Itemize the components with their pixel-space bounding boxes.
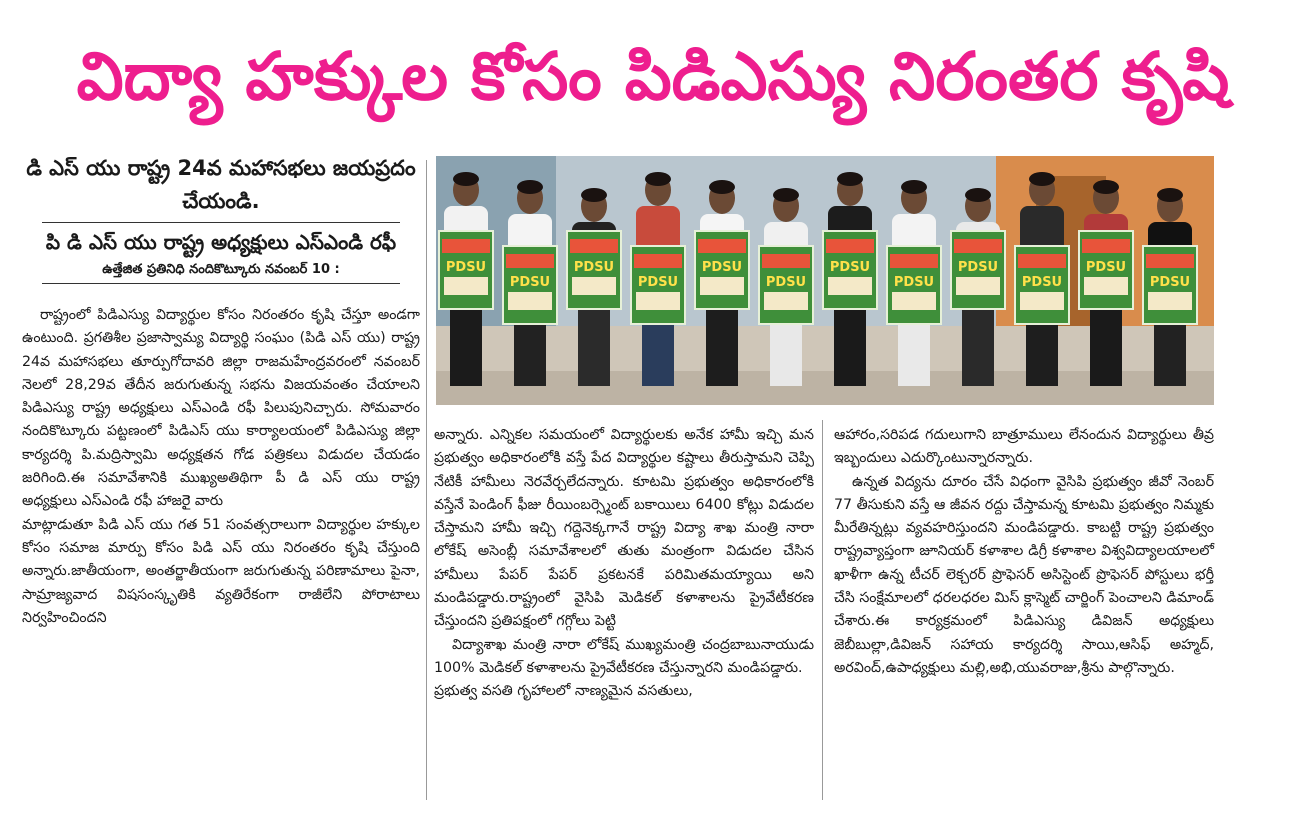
- paragraph: రాష్ట్రంలో పిడిఎస్యు విద్యార్థుల కోసం నిరంతరం కృషి చేస్తూ అండగా ఉంటుంది. ప్రగతిశీల ప్రజాస్వామ్య విద్యార్థి సంఘం (పిడి ఎస్ యు) రాష్ట్ర 24వ మహాసభలు తూర్పుగోదావరి జిల్లా రాజమహేంద్రవరంలో నవంబర్ నెలలో 28,29వ తేదీన జరుగుతున్న సభను విజయవంతం చేయాలని పిడిఎస్యు రాష్ట్ర అధ్యక్షులు ఎస్ఎండి రఫీ పిలుపునిచ్చారు. సోమవారం నందికొట్కూరు పట్టణంలో పిడిఎస్ యు కార్యాలయంలో పిడిఎస్యు జిల్లా కార్యదర్శి పి.మద్రిస్వామి అధ్యక్షతన గోడ పత్రికలు విడుదల చేయడం జరిగింది.ఈ సమావేశానికి ముఖ్యఅతిథిగా పీ డి ఎస్ యు రాష్ట్ర అధ్యక్షులు ఎస్ఎండి రఫీ హాజరైై వారు: [22, 307, 420, 510]
- pdsu-poster: [887, 246, 941, 324]
- pdsu-poster: [567, 231, 621, 309]
- poster-label: PDSU: [509, 275, 551, 290]
- pdsu-poster: [503, 246, 557, 324]
- news-photo: [436, 156, 1214, 405]
- divider-rule: [42, 283, 400, 284]
- divider-rule: [42, 222, 400, 223]
- poster-label: PDSU: [573, 260, 615, 275]
- pdsu-poster: [823, 231, 877, 309]
- paragraph: అన్నారు. ఎన్నికల సమయంలో విద్యార్థులకు అనేక హామీ ఇచ్చి మన ప్రభుత్వం అధికారంలోకి వస్తే పేద విద్యార్థుల కష్టాలు తీరుస్తామని చెప్పి నేటికీ హామీలు నెరవేర్చలేదన్నారు. కూటమి ప్రభుత్వం అధికారంలోకి వస్తేనే పెండింగ్ ఫీజు రీయింబర్స్మెంట్ బకాయిలు 6400 కోట్లు విడుదల చేస్తామని హామీ ఇచ్చి గద్దెనెక్కగానే రాష్ట్ర విద్యా శాఖ మంత్రి నారా లోకేష్ అసెంబ్లీ సమావేశాలలో తుతు మంత్రంగా విడుదల చేసిన హామీలు పేపర్ పేపర్ ప్రకటనకే పరిమితమయ్యాయి అని మండిపడ్డారు.రాష్ట్రంలో వైసిపి మెడికల్ కళాశాలను ప్రైవేటీకరణ చేస్తుందని ప్రతిపక్షంలో గగ్గోలు పెట్టి: [434, 427, 814, 630]
- column-divider: [426, 160, 427, 800]
- pdsu-poster: [1015, 246, 1069, 324]
- subheading-primary: డి ఎస్ యు రాష్ట్ర 24వ మహాసభలు జయప్రదం చేయండి.: [26, 156, 416, 213]
- paragraph: విద్యాశాఖ మంత్రి నారా లోకేష్ ముఖ్యమంత్రి చంద్రబాబునాయుడు 100% మెడికల్ కళాశాలను ప్రైవేటీకరణ చేస్తున్నారని మండిపడ్డారు.: [434, 636, 814, 676]
- pdsu-poster: [439, 231, 493, 309]
- pdsu-poster: [1143, 246, 1197, 324]
- paragraph: ఆహారం,సరిపడ గదులుగాని బాత్రూములు లేనందున విద్యార్థులు తీవ్ర ఇబ్బందులు ఎదుర్కొంటున్నారన్నారు.: [834, 427, 1214, 467]
- poster-label: PDSU: [893, 275, 935, 290]
- pdsu-poster: [951, 231, 1005, 309]
- article-column-2: [434, 424, 814, 704]
- article-column-3: [834, 424, 1214, 680]
- poster-label: PDSU: [765, 275, 807, 290]
- poster-label: PDSU: [957, 260, 999, 275]
- pdsu-poster: [1079, 231, 1133, 309]
- paragraph: ఉన్నత విద్యను దూరం చేసే విధంగా వైసిపి ప్రభుత్వం జీవో నెంబర్ 77 తీసుకుని వస్తే ఆ జీవన రద్దు చేస్తామన్న కూటమి ప్రభుత్వం నిమ్మకు మీరేతిన్నట్లు వ్యవహరిస్తుందని మండిపడ్డారు. కాబట్టి రాష్ట్ర ప్రభుత్వం రాష్ట్రవ్యాప్తంగా జూనియర్ కళాశాల డిగ్రీ కళాశాల విశ్వవిద్యాలయాలలో ఖాళీగా ఉన్న టీచర్ లెక్చరర్ ప్రొఫెసర్ అసిస్టెంట్ ప్రొఫెసర్ పోస్టులు భర్తీ చేసి సంక్షేమాలలో ధరలధరల మిస్ క్లాస్మెట్ చార్జింగ్ పెంచాలని డిమాండ్ చేశారు.ఈ కార్యక్రమంలో పిడిఎస్యు డివిజన్ అధ్యక్షులు జెబీబుల్లా,డివిజన్ సహాయ కార్యదర్శి సాయి,ఆసిఫ్ అహ్మద్, అరవింద్,ఉపాధ్యక్షులు మల్లి,అభి,యువరాజు,శ్రీను పాల్గొన్నారు.: [834, 473, 1214, 676]
- column-divider: [822, 420, 823, 800]
- poster-label: PDSU: [637, 275, 679, 290]
- poster-label: PDSU: [1021, 275, 1063, 290]
- dateline: ఉత్తేజిత ప్రతినిధి నందికొట్కూరు నవంబర్ 10 :: [102, 262, 340, 277]
- headline: విద్యా హక్కుల కోసం పిడిఎస్యు నిరంతర కృషి: [76, 38, 1230, 115]
- pdsu-poster: [759, 246, 813, 324]
- poster-label: PDSU: [701, 260, 743, 275]
- pdsu-poster: [695, 231, 749, 309]
- subheading-secondary: పి డి ఎస్ యు రాష్ట్ర అధ్యక్షులు ఎస్ఎండి రఫీ: [45, 230, 397, 254]
- poster-label: PDSU: [1085, 260, 1127, 275]
- group-photo-illustration: [436, 156, 1214, 405]
- paragraph: మాట్లాడుతూ పిడి ఎస్ యు గత 51 సంవత్సరాలుగా విద్యార్థుల హక్కుల కోసం సమాజ మార్పు కోసం పిడి ఎస్ యు నిరంతరం కృషి చేస్తుంది అన్నారు.జాతీయంగా, అంతర్జాతీయంగా జరుగుతున్న పరిణామాలు పైనా, సామ్రాజ్యవాద విషసంస్కృతికి వ్యతిరేకంగా రాజీలేని పోరాటాలు నిర్వహించిందని: [22, 516, 420, 626]
- poster-label: PDSU: [829, 260, 871, 275]
- article-column-1: [22, 304, 420, 630]
- paragraph: ప్రభుత్వ వసతి గృహాలలో నాణ్యమైన వసతులు,: [434, 683, 693, 700]
- poster-label: PDSU: [1149, 275, 1191, 290]
- pdsu-poster: [631, 246, 685, 324]
- left-column: [22, 152, 420, 630]
- poster-label: PDSU: [445, 260, 487, 275]
